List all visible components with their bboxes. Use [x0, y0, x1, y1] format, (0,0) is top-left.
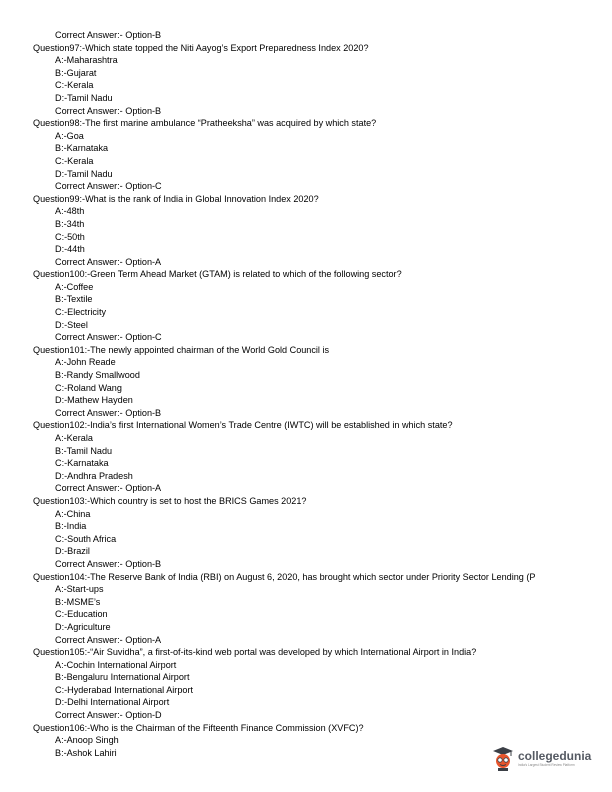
answer-option: B:-MSME’s — [55, 596, 101, 607]
collegedunia-logo — [492, 742, 608, 776]
answer-option: C:-Karnataka — [55, 458, 109, 469]
answer-option: A:-China — [55, 508, 91, 519]
answer-option: D:-Andhra Pradesh — [55, 470, 133, 481]
answer-option: A:-Maharashtra — [55, 55, 118, 66]
correct-answer: Correct Answer:- Option-B — [55, 30, 162, 40]
correct-answer: Correct Answer:- Option-B — [55, 105, 162, 116]
correct-answer: Correct Answer:- Option-A — [55, 483, 162, 494]
answer-option: A:-Kerala — [55, 433, 93, 443]
answer-option: C:-Hyderabad International Airport — [55, 684, 193, 695]
question-text: Question104:-The Reserve Bank of India (RBI) on August 6, 2020, has brought which sector under Priority Sector Lending (P — [33, 571, 536, 582]
answer-option: C:-Education — [55, 609, 108, 620]
answer-option: B:-Ashok Lahiri — [55, 747, 117, 758]
answer-option: B:-Textile — [55, 294, 93, 305]
correct-answer: Correct Answer:- Option-A — [55, 256, 162, 267]
student-face-logo-icon — [492, 746, 514, 772]
correct-answer: Correct Answer:- Option-B — [55, 558, 162, 569]
question-text: Question97:-Which state topped the Niti Aayog’s Export Preparedness Index 2020? — [33, 42, 369, 53]
question-text: Question102:-India’s first International Women’s Trade Centre (IWTC) will be established in which state? — [33, 420, 453, 431]
answer-option: A:-John Reade — [55, 357, 116, 368]
answer-option: B:-Randy Smallwood — [55, 370, 140, 381]
answer-option: D:-Delhi International Airport — [55, 697, 170, 708]
correct-answer: Correct Answer:- Option-D — [55, 710, 162, 721]
question-text: Question106:-Who is the Chairman of the Fifteenth Finance Commission (XVFC)? — [33, 722, 364, 733]
answer-option: D:-Agriculture — [55, 621, 111, 632]
answer-option: C:-Kerala — [55, 155, 94, 166]
answer-option: A:-Start-ups — [55, 584, 104, 595]
answer-option: D:-Steel — [55, 319, 88, 330]
correct-answer: Correct Answer:- Option-C — [55, 181, 162, 192]
logo-tagline: India's Largest Student Review Platform — [518, 763, 575, 767]
answer-option: C:-South Africa — [55, 533, 117, 544]
answer-option: B:-34th — [55, 218, 85, 229]
question-document — [33, 29, 608, 759]
answer-option: A:-Goa — [55, 130, 84, 141]
answer-option: D:-Brazil — [55, 546, 90, 557]
logo-name: collegedunia — [518, 749, 592, 763]
answer-option: A:-48th — [55, 206, 85, 217]
answer-option: D:-Mathew Hayden — [55, 395, 133, 406]
correct-answer: Correct Answer:- Option-A — [55, 634, 162, 645]
answer-option: C:-Electricity — [55, 307, 107, 318]
answer-option: A:-Anoop Singh — [55, 735, 119, 746]
answer-option: B:-Tamil Nadu — [55, 445, 113, 456]
answer-option: B:-India — [55, 521, 87, 532]
answer-option: C:-Roland Wang — [55, 382, 122, 393]
answer-option: A:-Cochin International Airport — [55, 659, 177, 670]
question-text: Question99:-What is the rank of India in Global Innovation Index 2020? — [33, 193, 319, 204]
answer-option: B:-Gujarat — [55, 67, 97, 78]
answer-option: D:-Tamil Nadu — [55, 92, 113, 103]
answer-option: B:-Karnataka — [55, 143, 109, 154]
answer-option: B:-Bengaluru International Airport — [55, 672, 190, 683]
question-text: Question101:-The newly appointed chairman of the World Gold Council is — [33, 344, 330, 355]
answer-option: C:-50th — [55, 231, 85, 242]
correct-answer: Correct Answer:- Option-C — [55, 332, 162, 343]
correct-answer: Correct Answer:- Option-B — [55, 407, 162, 418]
question-text: Question103:-Which country is set to host the BRICS Games 2021? — [33, 495, 307, 506]
answer-option: C:-Kerala — [55, 80, 94, 91]
answer-option: A:-Coffee — [55, 281, 94, 292]
answer-option: D:-44th — [55, 244, 85, 255]
question-text: Question100:-Green Term Ahead Market (GTAM) is related to which of the following sector? — [33, 269, 402, 280]
question-text: Question98:-The first marine ambulance “Pratheeksha” was acquired by which state? — [33, 118, 377, 129]
question-text: Question105:-“Air Suvidha”, a first-of-its-kind web portal was developed by which International Airport in India? — [33, 647, 477, 658]
answer-option: D:-Tamil Nadu — [55, 168, 113, 179]
